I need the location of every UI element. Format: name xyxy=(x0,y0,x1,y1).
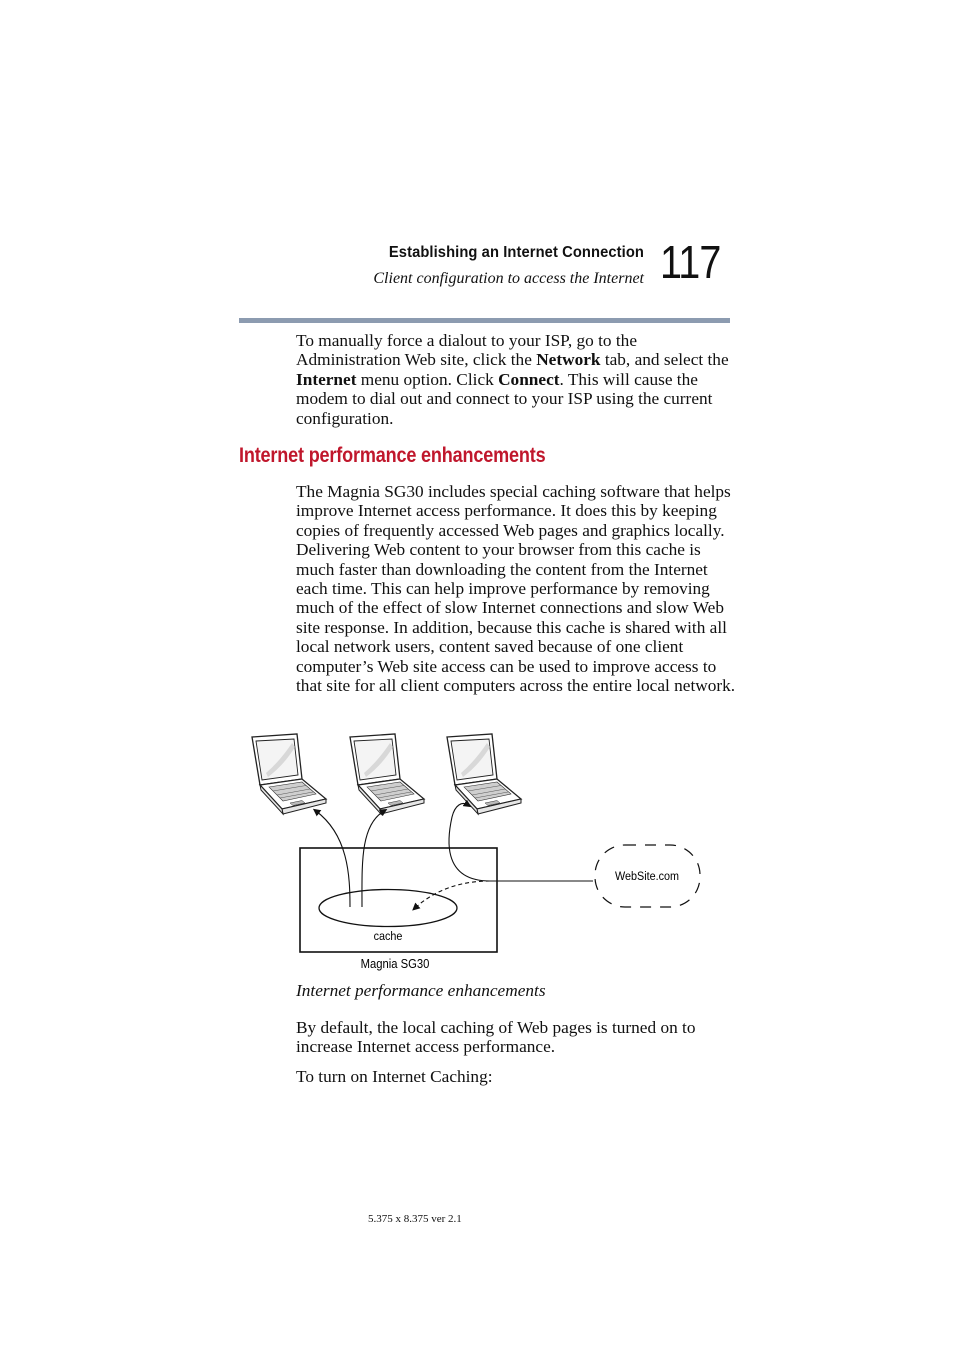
network-diagram xyxy=(240,725,720,975)
arrow-website-to-laptop-3 xyxy=(449,804,490,882)
page-number: 117 xyxy=(660,236,721,288)
client-laptop-1 xyxy=(252,734,326,814)
figure-caption: Internet performance enhancements xyxy=(296,981,546,1000)
section-heading: Internet performance enhancements xyxy=(239,444,546,467)
cache-label: cache xyxy=(373,930,403,944)
cache-ellipse xyxy=(319,890,457,927)
paragraph-caching-intro: The Magnia SG30 includes special caching software that helps improve Internet access performance. It does this by keeping copies of frequently accessed Web pages and graphics locally. Delivering Web content to your browser from this cache is much faster than downloading the content from the Internet each time. This can help improve performance by removing much of the effect of slow Internet connections and slow Web site response. In addition, because this cache is shared with all local network users, content saved because of one client computer’s Web site access can be used to improve access to that site for all client computers across the entire local network. xyxy=(296,482,736,696)
para1-text-3: menu option. Click xyxy=(356,369,499,389)
para1-text-2: tab, and select the xyxy=(600,350,729,370)
arrow-cache-to-laptop-1 xyxy=(316,811,350,907)
internet-menu-label: Internet xyxy=(296,369,357,389)
paragraph-default-caching: By default, the local caching of Web pages is turned on to increase Internet access performance. xyxy=(296,1018,696,1057)
client-laptop-3 xyxy=(447,734,521,814)
network-tab-label: Network xyxy=(536,350,601,370)
para1-text-1: To manually force a dialout to your ISP, go to the Administration Web site, click the xyxy=(296,331,637,370)
paragraph-turn-on-caching: To turn on Internet Caching: xyxy=(296,1067,493,1086)
dashed-arrow-to-cache xyxy=(415,881,490,908)
page-footer: 5.375 x 8.375 ver 2.1 xyxy=(368,1213,462,1225)
client-laptop-2 xyxy=(350,734,424,814)
website-label: WebSite.com xyxy=(615,870,679,884)
connect-label: Connect xyxy=(498,369,560,389)
paragraph-dialout xyxy=(296,331,736,428)
para1-text-4: . This will cause the modem to dial out and connect to your ISP using the current configuration. xyxy=(296,369,713,428)
arrow-cache-to-laptop-2 xyxy=(362,811,384,907)
header-rule xyxy=(239,318,730,323)
section-subtitle: Client configuration to access the Internet xyxy=(373,270,644,287)
device-label: Magnia SG30 xyxy=(360,956,430,972)
chapter-title: Establishing an Internet Connection xyxy=(388,244,644,261)
